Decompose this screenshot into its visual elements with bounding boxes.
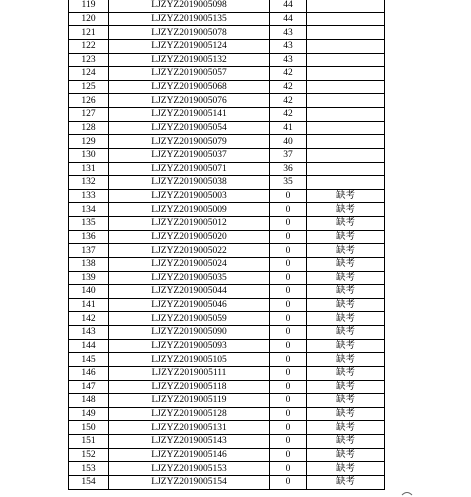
table-row [69, 339, 385, 353]
candidate-id-cell: LJZYZ2019005003 [109, 189, 270, 203]
rank-cell: 135 [69, 217, 109, 231]
note-cell [307, 135, 385, 149]
score-cell: 0 [270, 189, 307, 203]
candidate-id-cell: LJZYZ2019005093 [109, 339, 270, 353]
note-cell [307, 0, 385, 12]
table-row [69, 80, 385, 94]
note-cell [307, 108, 385, 122]
table-row [69, 366, 385, 380]
score-cell: 43 [270, 26, 307, 40]
rank-cell: 152 [69, 448, 109, 462]
table-row [69, 271, 385, 285]
score-cell: 0 [270, 298, 307, 312]
score-cell: 0 [270, 353, 307, 367]
rank-cell: 129 [69, 135, 109, 149]
score-cell: 41 [270, 121, 307, 135]
table-row [69, 353, 385, 367]
candidate-id-cell: LJZYZ2019005119 [109, 394, 270, 408]
note-cell: 缺考 [307, 257, 385, 271]
candidate-id-cell: LJZYZ2019005022 [109, 244, 270, 258]
candidate-id-cell: LJZYZ2019005079 [109, 135, 270, 149]
rank-cell: 126 [69, 94, 109, 108]
table-row [69, 94, 385, 108]
table-row [69, 53, 385, 67]
score-cell: 43 [270, 53, 307, 67]
table-row [69, 462, 385, 476]
note-cell [307, 67, 385, 81]
table-row [69, 176, 385, 190]
note-cell: 缺考 [307, 326, 385, 340]
score-cell: 0 [270, 394, 307, 408]
note-cell [307, 53, 385, 67]
note-cell: 缺考 [307, 189, 385, 203]
candidate-id-cell: LJZYZ2019005068 [109, 80, 270, 94]
candidate-id-cell: LJZYZ2019005118 [109, 380, 270, 394]
score-cell: 0 [270, 230, 307, 244]
rank-cell: 122 [69, 39, 109, 53]
note-cell [307, 121, 385, 135]
note-cell: 缺考 [307, 353, 385, 367]
score-cell: 0 [270, 462, 307, 476]
score-cell: 0 [270, 271, 307, 285]
rank-cell: 121 [69, 26, 109, 40]
rank-cell: 139 [69, 271, 109, 285]
candidate-id-cell: LJZYZ2019005153 [109, 462, 270, 476]
note-cell [307, 176, 385, 190]
score-cell: 44 [270, 0, 307, 12]
score-table [68, 0, 385, 490]
note-cell [307, 80, 385, 94]
table-row [69, 189, 385, 203]
note-cell: 缺考 [307, 380, 385, 394]
rank-cell: 123 [69, 53, 109, 67]
note-cell: 缺考 [307, 339, 385, 353]
table-row [69, 285, 385, 299]
note-cell: 缺考 [307, 407, 385, 421]
rank-cell: 146 [69, 366, 109, 380]
rank-cell: 144 [69, 339, 109, 353]
score-cell: 0 [270, 421, 307, 435]
table-row [69, 380, 385, 394]
candidate-id-cell: LJZYZ2019005024 [109, 257, 270, 271]
note-cell: 缺考 [307, 366, 385, 380]
score-cell: 0 [270, 380, 307, 394]
table-row [69, 421, 385, 435]
rank-cell: 120 [69, 12, 109, 26]
rank-cell: 145 [69, 353, 109, 367]
rank-cell: 142 [69, 312, 109, 326]
rank-cell: 136 [69, 230, 109, 244]
score-cell: 0 [270, 339, 307, 353]
table-move-handle-icon[interactable] [401, 489, 413, 497]
table-row [69, 394, 385, 408]
candidate-id-cell: LJZYZ2019005044 [109, 285, 270, 299]
rank-cell: 133 [69, 189, 109, 203]
score-cell: 0 [270, 407, 307, 421]
rank-cell: 154 [69, 475, 109, 489]
score-cell: 0 [270, 448, 307, 462]
note-cell: 缺考 [307, 244, 385, 258]
note-cell: 缺考 [307, 217, 385, 231]
table-row [69, 108, 385, 122]
candidate-id-cell: LJZYZ2019005009 [109, 203, 270, 217]
score-cell: 36 [270, 162, 307, 176]
rank-cell: 127 [69, 108, 109, 122]
candidate-id-cell: LJZYZ2019005132 [109, 53, 270, 67]
candidate-id-cell: LJZYZ2019005131 [109, 421, 270, 435]
table-row [69, 0, 385, 12]
rank-cell: 143 [69, 326, 109, 340]
rank-cell: 141 [69, 298, 109, 312]
candidate-id-cell: LJZYZ2019005090 [109, 326, 270, 340]
score-cell: 0 [270, 475, 307, 489]
candidate-id-cell: LJZYZ2019005135 [109, 12, 270, 26]
candidate-id-cell: LJZYZ2019005012 [109, 217, 270, 231]
table-row [69, 475, 385, 489]
candidate-id-cell: LJZYZ2019005111 [109, 366, 270, 380]
table-row [69, 148, 385, 162]
table-row [69, 39, 385, 53]
table-row [69, 217, 385, 231]
rank-cell: 119 [69, 0, 109, 12]
score-cell: 40 [270, 135, 307, 149]
note-cell: 缺考 [307, 462, 385, 476]
table-row [69, 448, 385, 462]
rank-cell: 151 [69, 435, 109, 449]
score-cell: 0 [270, 366, 307, 380]
table-row [69, 326, 385, 340]
note-cell: 缺考 [307, 298, 385, 312]
candidate-id-cell: LJZYZ2019005124 [109, 39, 270, 53]
score-cell: 0 [270, 217, 307, 231]
table-row [69, 121, 385, 135]
candidate-id-cell: LJZYZ2019005038 [109, 176, 270, 190]
rank-cell: 138 [69, 257, 109, 271]
table-row [69, 12, 385, 26]
rank-cell: 124 [69, 67, 109, 81]
note-cell: 缺考 [307, 475, 385, 489]
rank-cell: 148 [69, 394, 109, 408]
rank-cell: 150 [69, 421, 109, 435]
note-cell: 缺考 [307, 448, 385, 462]
score-cell: 42 [270, 67, 307, 81]
candidate-id-cell: LJZYZ2019005146 [109, 448, 270, 462]
note-cell [307, 162, 385, 176]
score-cell: 0 [270, 435, 307, 449]
note-cell: 缺考 [307, 312, 385, 326]
rank-cell: 128 [69, 121, 109, 135]
score-cell: 42 [270, 80, 307, 94]
score-cell: 43 [270, 39, 307, 53]
table-row [69, 407, 385, 421]
candidate-id-cell: LJZYZ2019005057 [109, 67, 270, 81]
candidate-id-cell: LJZYZ2019005054 [109, 121, 270, 135]
score-cell: 0 [270, 257, 307, 271]
rank-cell: 153 [69, 462, 109, 476]
rank-cell: 132 [69, 176, 109, 190]
score-cell: 0 [270, 312, 307, 326]
score-cell: 35 [270, 176, 307, 190]
note-cell: 缺考 [307, 271, 385, 285]
candidate-id-cell: LJZYZ2019005105 [109, 353, 270, 367]
note-cell: 缺考 [307, 435, 385, 449]
candidate-id-cell: LJZYZ2019005128 [109, 407, 270, 421]
rank-cell: 130 [69, 148, 109, 162]
note-cell [307, 148, 385, 162]
table-row [69, 298, 385, 312]
score-cell: 42 [270, 94, 307, 108]
score-cell: 0 [270, 244, 307, 258]
score-cell: 44 [270, 12, 307, 26]
candidate-id-cell: LJZYZ2019005098 [109, 0, 270, 12]
table-row [69, 230, 385, 244]
score-cell: 0 [270, 285, 307, 299]
candidate-id-cell: LJZYZ2019005141 [109, 108, 270, 122]
rank-cell: 147 [69, 380, 109, 394]
table-body [69, 0, 385, 489]
table-row [69, 257, 385, 271]
candidate-id-cell: LJZYZ2019005046 [109, 298, 270, 312]
table-row [69, 244, 385, 258]
score-cell: 0 [270, 326, 307, 340]
candidate-id-cell: LJZYZ2019005035 [109, 271, 270, 285]
note-cell [307, 26, 385, 40]
note-cell: 缺考 [307, 394, 385, 408]
candidate-id-cell: LJZYZ2019005020 [109, 230, 270, 244]
table-row [69, 67, 385, 81]
note-cell: 缺考 [307, 230, 385, 244]
table-row [69, 26, 385, 40]
note-cell [307, 39, 385, 53]
note-cell: 缺考 [307, 203, 385, 217]
rank-cell: 137 [69, 244, 109, 258]
table-row [69, 312, 385, 326]
note-cell [307, 12, 385, 26]
table-row [69, 203, 385, 217]
score-cell: 37 [270, 148, 307, 162]
candidate-id-cell: LJZYZ2019005143 [109, 435, 270, 449]
rank-cell: 149 [69, 407, 109, 421]
candidate-id-cell: LJZYZ2019005059 [109, 312, 270, 326]
candidate-id-cell: LJZYZ2019005078 [109, 26, 270, 40]
candidate-id-cell: LJZYZ2019005037 [109, 148, 270, 162]
note-cell: 缺考 [307, 285, 385, 299]
candidate-id-cell: LJZYZ2019005071 [109, 162, 270, 176]
rank-cell: 131 [69, 162, 109, 176]
rank-cell: 125 [69, 80, 109, 94]
rank-cell: 134 [69, 203, 109, 217]
score-cell: 0 [270, 203, 307, 217]
candidate-id-cell: LJZYZ2019005154 [109, 475, 270, 489]
score-cell: 42 [270, 108, 307, 122]
note-cell: 缺考 [307, 421, 385, 435]
rank-cell: 140 [69, 285, 109, 299]
candidate-id-cell: LJZYZ2019005076 [109, 94, 270, 108]
table-row [69, 435, 385, 449]
table-row [69, 162, 385, 176]
note-cell [307, 94, 385, 108]
table-row [69, 135, 385, 149]
